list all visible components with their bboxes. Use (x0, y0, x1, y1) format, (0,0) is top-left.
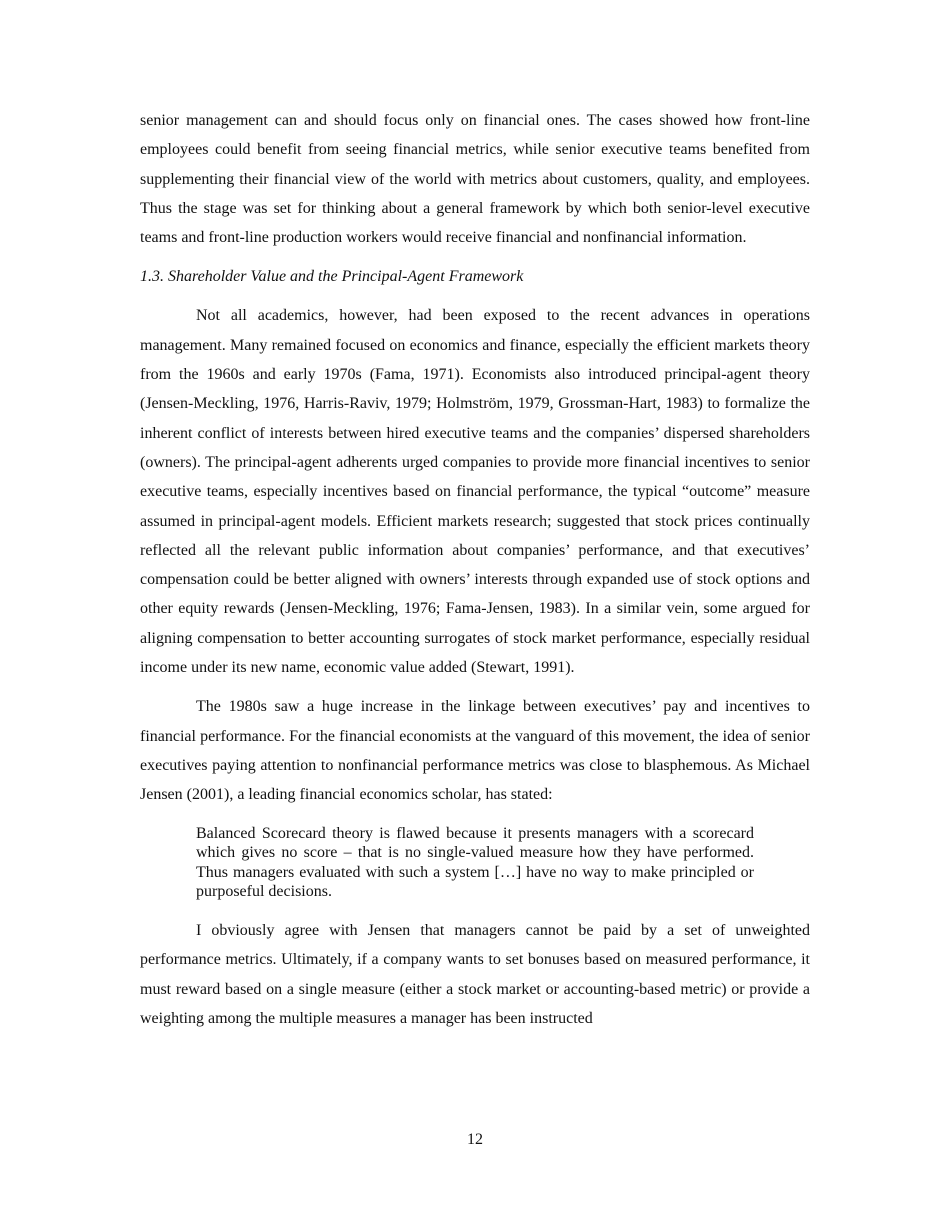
paragraph-intro: senior management can and should focus only on financial ones. The cases showed how front-line employees could benefit from seeing financial metrics, while senior executive teams benefited from supplementing their financial view of the world with metrics about customers, quality, and employees. Thus the stage was set for thinking about a general framework by which both senior-level executive teams and front-line production workers would receive financial and nonfinancial information. (140, 112, 810, 247)
page-body (140, 106, 810, 1033)
paragraph-principal-agent: Not all academics, however, had been exposed to the recent advances in operations management. Many remained focused on economics and finance, especially the efficient markets theory from the 1960s and early 1970s (Fama, 1971). Economists also introduced principal-agent theory (Jensen-Meckling, 1976, Harris-Raviv, 1979; Holmström, 1979, Grossman-Hart, 1983) to formalize the inherent conflict of interests between hired executive teams and the companies’ dispersed shareholders (owners). The principal-agent adherents urged companies to provide more financial incentives to senior executive teams, especially incentives based on financial performance, the typical “outcome” measure assumed in principal-agent models. Efficient markets research; suggested that stock prices continually reflected all the relevant public information about companies’ performance, and that executives’ compensation could be better aligned with owners’ interests through expanded use of stock options and other equity rewards (Jensen-Meckling, 1976; Fama-Jensen, 1983). In a similar vein, some argued for aligning compensation to better accounting surrogates of stock market performance, especially residual income under its new name, economic value added (Stewart, 1991). (140, 307, 810, 677)
section-heading: 1.3. Shareholder Value and the Principal-Agent Framework (140, 268, 524, 286)
page-number: 12 (467, 1131, 483, 1148)
block-quote-jensen: Balanced Scorecard theory is flawed because it presents managers with a scorecard which gives no score – that is no single-valued measure how they have performed. Thus managers evaluated with such a system […] have no way to make principled or purposeful decisions. (196, 824, 754, 901)
paragraph-1980s: The 1980s saw a huge increase in the linkage between executives’ pay and incentives to financial performance. For the financial economists at the vanguard of this movement, the idea of senior executives paying attention to nonfinancial performance metrics was close to blasphemous. As Michael Jensen (2001), a leading financial economics scholar, has stated: (140, 698, 810, 804)
paragraph-agreement: I obviously agree with Jensen that managers cannot be paid by a set of unweighted performance metrics. Ultimately, if a company wants to set bonuses based on measured performance, it must reward based on a single measure (either a stock market or accounting-based metric) or provide a weighting among the multiple measures a manager has been instructed (140, 921, 810, 1027)
